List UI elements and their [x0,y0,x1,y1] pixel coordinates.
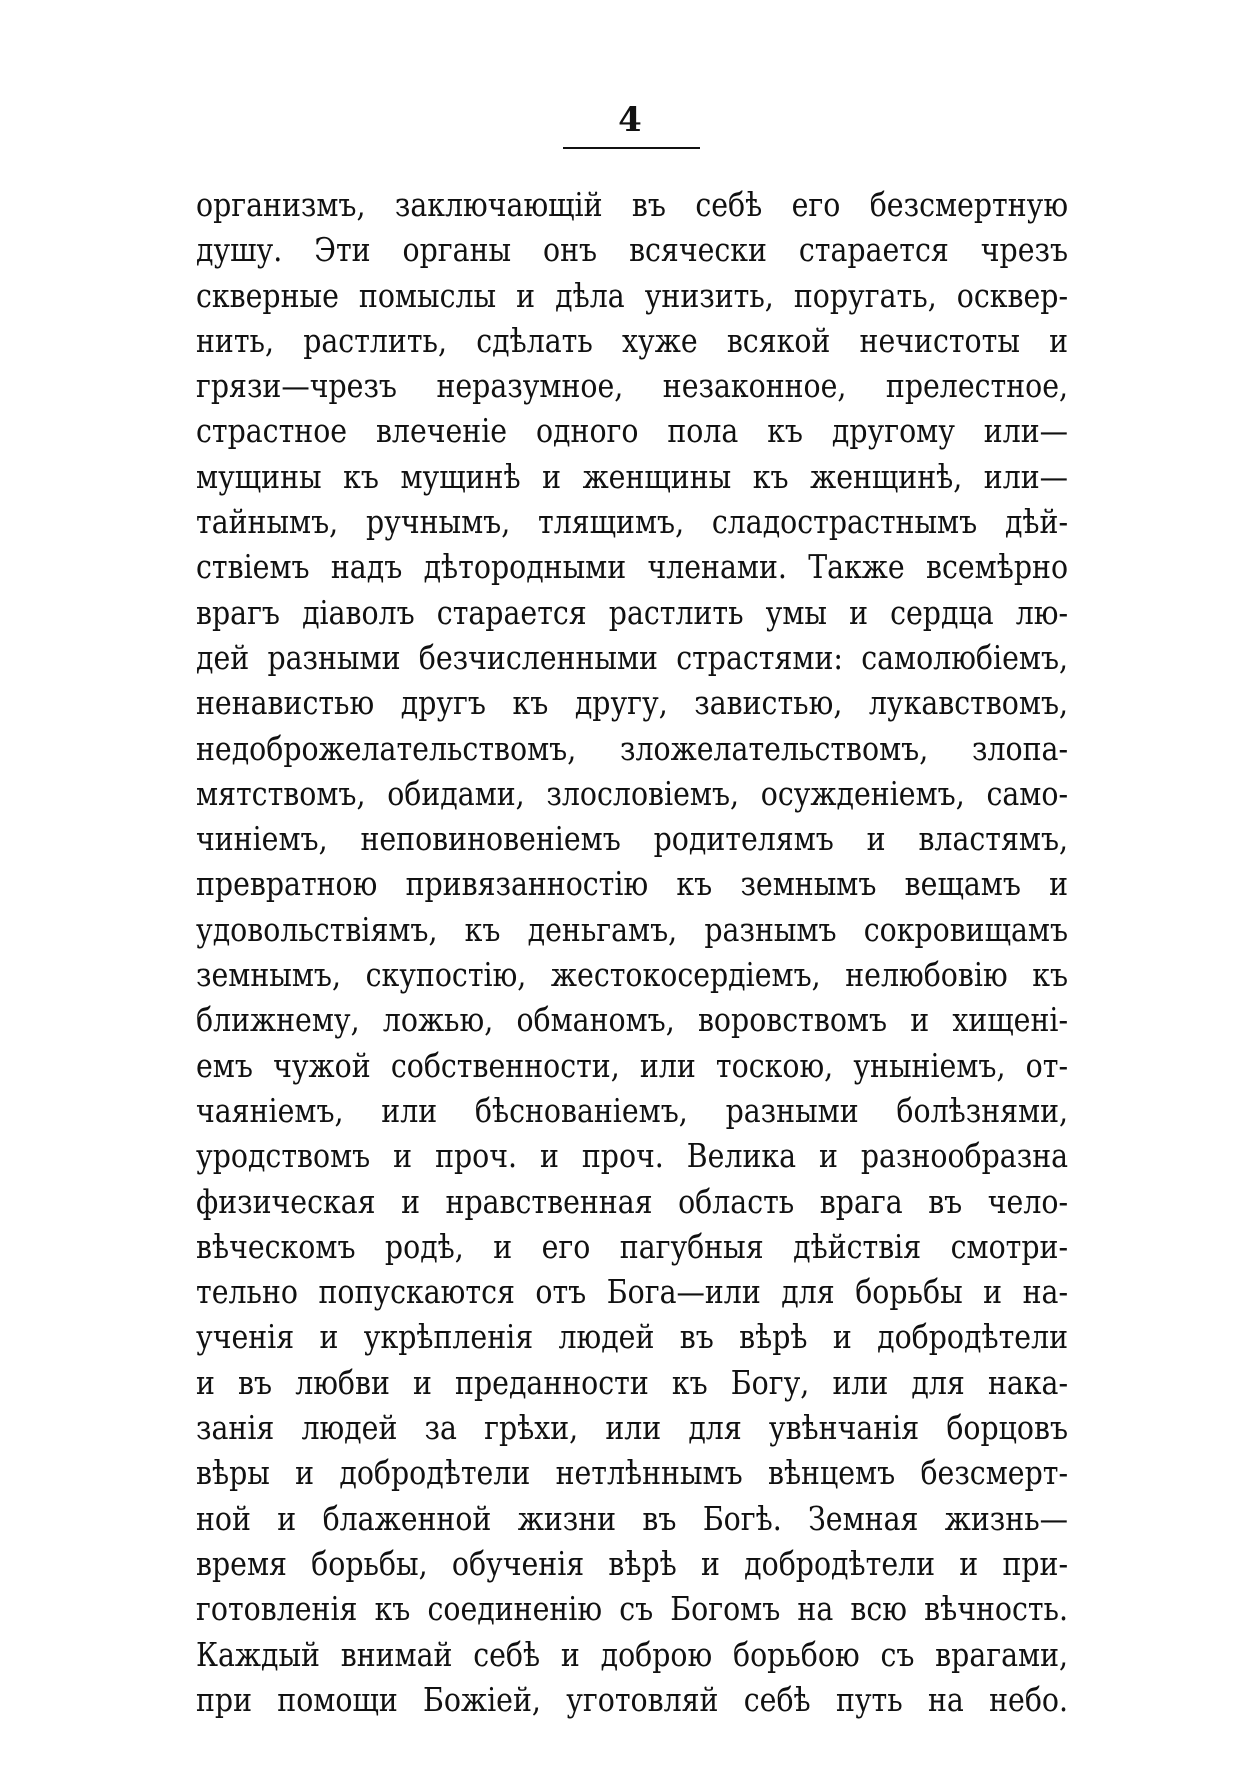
header-rule [563,147,700,149]
text-line: уродствомъ и проч. и проч. Велика и разнообразна [196,1136,1069,1176]
text-line: страстное влеченіе одного пола къ другому или— [196,411,1069,451]
text-line: земнымъ, скупостію, жестокосердіемъ, нелюбовію къ [196,955,1069,995]
text-line: ученія и укрѣпленія людей въ вѣрѣ и добродѣтели [196,1317,1069,1357]
text-line: физическая и нравственная область врага въ чело- [196,1181,1069,1221]
text-line: мущины къ мущинѣ и женщины къ женщинѣ, или— [196,456,1069,496]
text-line: дей разными безчисленными страстями: самолюбіемъ, [196,637,1069,677]
text-line: чаяніемъ, или бѣснованіемъ, разными болѣзнями, [196,1090,1069,1130]
text-line: скверные помыслы и дѣла унизить, поругать, осквер- [196,275,1069,315]
text-line: ненавистью другъ къ другу, завистью, лукавствомъ, [196,683,1069,723]
text-line: емъ чужой собственности, или тоскою, уныніемъ, от- [196,1045,1069,1085]
text-line: готовленія къ соединенію съ Богомъ на всю вѣчность. [196,1589,1069,1629]
body-text [196,182,1068,1722]
text-line: вѣческомъ родѣ, и его пагубныя дѣйствія смотри- [196,1226,1069,1266]
text-line: превратною привязанностію къ земнымъ вещамъ и [196,864,1069,904]
text-line: время борьбы, обученія вѣрѣ и добродѣтели и при- [196,1543,1069,1583]
text-line: тайнымъ, ручнымъ, тлящимъ, сладострастнымъ дѣй- [196,502,1069,542]
text-line: ближнему, ложью, обманомъ, воровствомъ и хищені- [196,1000,1069,1040]
text-line: мятствомъ, обидами, злословіемъ, осужденіемъ, само- [196,773,1069,813]
text-line: грязи—чрезъ неразумное, незаконное, прелестное, [196,366,1069,406]
page-number: 4 [618,100,642,140]
text-line: ствіемъ надъ дѣтородными членами. Также всемѣрно [196,547,1069,587]
text-line: вѣры и добродѣтели нетлѣннымъ вѣнцемъ безсмерт- [196,1453,1069,1493]
text-line: нить, растлить, сдѣлать хуже всякой нечистоты и [196,320,1069,360]
text-line: организмъ, заключающій въ себѣ его безсмертную [196,185,1069,224]
text-line: душу. Эти органы онъ всячески старается чрезъ [196,230,1069,270]
text-line: тельно попускаются отъ Бога—или для борьбы и на- [196,1272,1069,1312]
text-line: занія людей за грѣхи, или для увѣнчанія борцовъ [196,1408,1069,1448]
text-line: врагъ діаволъ старается растлить умы и сердца лю- [196,592,1069,632]
text-line: при помощи Божіей, уготовляй себѣ путь на небо. [196,1679,1069,1719]
text-line: ной и блаженной жизни въ Богѣ. Земная жизнь— [196,1498,1069,1538]
text-line: чиніемъ, неповиновеніемъ родителямъ и властямъ, [196,819,1069,859]
text-line: и въ любви и преданности къ Богу, или для нака- [196,1362,1069,1402]
text-line: недоброжелательствомъ, зложелательствомъ, злопа- [196,728,1069,768]
text-line: удовольствіямъ, къ деньгамъ, разнымъ сокровищамъ [196,909,1069,949]
text-line: Каждый внимай себѣ и доброю борьбою съ врагами, [196,1634,1069,1674]
